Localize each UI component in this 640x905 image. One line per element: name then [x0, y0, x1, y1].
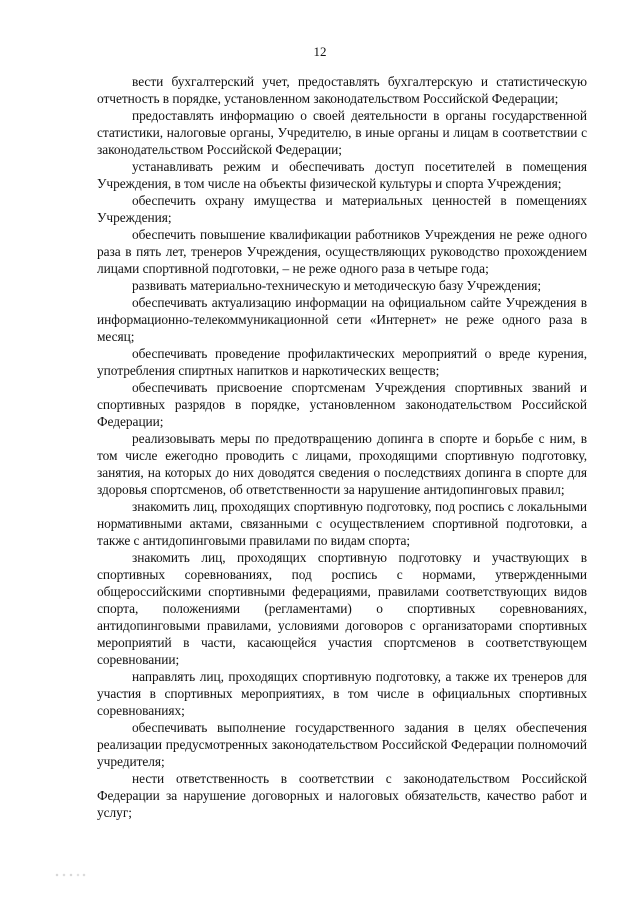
paragraph-information-provision: предоставлять информацию о своей деятельности в органы государственной статистики, налоговые органы, Учредителю, в иные органы и лицам в соответствии с законодательством Российской Федерации; — [97, 108, 587, 157]
paragraph-state-assignment: обеспечивать выполнение государственного задания в целях обеспечения реализации предусмотренных законодательством Российской Федерации полномочий учредителя; — [97, 720, 587, 769]
paragraph-website-update: обеспечивать актуализацию информации на официальном сайте Учреждения в информационно-телекоммуникационной сети «Интернет» не реже одного раза в месяц; — [97, 295, 587, 344]
paragraph-access-regime: устанавливать режим и обеспечивать доступ посетителей в помещения Учреждения, в том числе на объекты физической культуры и спорта Учреждения; — [97, 159, 587, 191]
paragraph-liability: нести ответственность в соответствии с законодательством Российской Федерации за нарушение договорных и налоговых обязательств, качество работ и услуг; — [97, 771, 587, 820]
paragraph-prevention: обеспечивать проведение профилактических мероприятий о вреде курения, употребления спиртных напитков и наркотических веществ; — [97, 346, 587, 378]
document-body — [97, 73, 587, 821]
page-number: 12 — [313, 44, 327, 59]
paragraph-accounting: вести бухгалтерский учет, предоставлять бухгалтерскую и статистическую отчетность в порядке, установленном законодательством Российской Федерации; — [97, 74, 587, 106]
paragraph-material-base: развивать материально-техническую и методическую базу Учреждения; — [132, 278, 542, 293]
paragraph-property-protection: обеспечить охрану имущества и материальных ценностей в помещениях Учреждения; — [97, 193, 587, 225]
paragraph-competition-norms: знакомить лиц, проходящих спортивную подготовку и участвующих в спортивных соревнованиях, под роспись с нормами, утвержденными общероссийскими спортивными федерациями, правилами соответствующих видов спорта, положениями (регламентами) о спортивных соревнованиях, антидопинговыми правилами, условиями договоров с организаторами спортивных мероприятий в части, касающейся участия спортсменов в соответствующем соревновании; — [97, 550, 587, 667]
paragraph-local-acts: знакомить лиц, проходящих спортивную подготовку, под роспись с локальными нормативными актами, связанными с осуществлением спортивной подготовки, а также с антидопинговыми правилами по видам спорта; — [97, 499, 587, 548]
scan-artifact — [54, 872, 86, 878]
paragraph-qualification: обеспечить повышение квалификации работников Учреждения не реже одного раза в пять лет, тренеров Учреждения, осуществляющих руководство прохождением лицами спортивной подготовки, – не реже одного раза в четыре года; — [97, 227, 587, 276]
paragraph-sports-titles: обеспечивать присвоение спортсменам Учреждения спортивных званий и спортивных разрядов в порядке, установленном законодательством Российской Федерации; — [97, 380, 587, 429]
paragraph-anti-doping-measures: реализовывать меры по предотвращению допинга в спорте и борьбе с ним, в том числе ежегодно проводить с лицами, проходящими спортивную подготовку, занятия, на которых до них доводятся сведения о последствиях допинга в спорте для здоровья спортсменов, об ответственности за нарушение антидопинговых правил; — [97, 431, 587, 497]
paragraph-event-participation: направлять лиц, проходящих спортивную подготовку, а также их тренеров для участия в спортивных мероприятиях, в том числе в официальных спортивных соревнованиях; — [97, 669, 587, 718]
